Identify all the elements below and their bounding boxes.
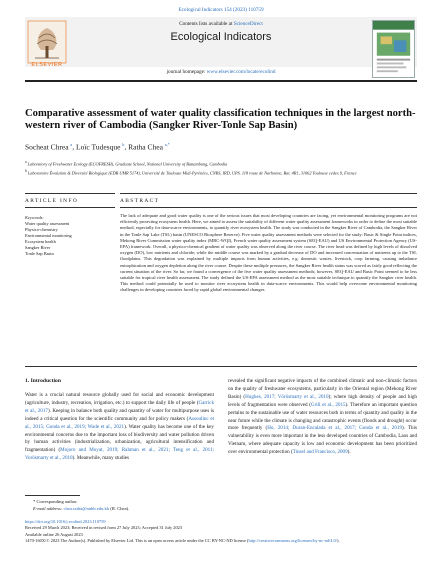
- homepage-line: [100, 69, 342, 75]
- sciencedirect-link[interactable]: ScienceDirect: [233, 21, 263, 27]
- footnote-rule: [25, 495, 80, 496]
- citation-link[interactable]: Mojoro and Moyat, 2019; Rahman et al., 2021; Teng et al., 2011; Vorösmarty et al., 2010: [25, 447, 214, 462]
- email-suffix: (R. Chea).: [109, 505, 130, 511]
- affiliation-item: [25, 159, 417, 168]
- introduction-column-left: [25, 392, 214, 463]
- keyword-item: Environmental monitoring: [25, 233, 72, 238]
- publisher-logo-text: ELSEVIER: [31, 62, 63, 68]
- footnote-label: Corresponding author.: [36, 499, 78, 504]
- paragraph-text: ); where high density of people and high levels of fragmentation were observed (: [228, 393, 417, 408]
- doi-link[interactable]: https://doi.org/10.1016/j.ecolind.2023.110759: [25, 519, 106, 524]
- author-list: Socheat Chrea $^a$, Loïc Tudesque $^b$, Ratha Chea $^{a,*}$: [25, 142, 170, 152]
- contents-prefix: Contents lists available at: [179, 21, 234, 27]
- abstract-rule-bottom: [25, 366, 417, 367]
- article-info-rule-top: [25, 193, 115, 194]
- paragraph-text: Water is a crucial natural resource globally used for social and economic development (agriculture, industry, recreation, irrigation, etc.) to support the daily life of people (: [25, 392, 214, 406]
- affiliation-item: [25, 168, 417, 177]
- homepage-prefix: journal homepage:: [166, 69, 207, 75]
- keyword-item: Sangker River: [25, 245, 51, 250]
- abstract-label: ABSTRACT: [120, 198, 160, 204]
- footnote-marker: *: [33, 499, 36, 504]
- keywords-heading: Keywords:: [25, 215, 44, 220]
- keyword-item: Water quality assessment: [25, 221, 70, 226]
- journal-reference[interactable]: Ecological Indicators 154 (2023) 110759: [178, 7, 264, 13]
- online-date: Available online 26 August 2023: [25, 531, 83, 537]
- license-text: 1470-160X/© 2023 The Author(s). Published by Elsevier Ltd. This is an open access article under the CC BY-NC-ND license (: [25, 537, 249, 543]
- author-affiliation-marker[interactable]: a,*: [164, 142, 170, 147]
- citation-link[interactable]: Ho, 2014; Duran-Encalada et al., 2017; Gunda et al., 2019: [267, 425, 402, 432]
- article-history: Received 29 March 2023; Received in revised form 27 July 2023; Accepted 31 July 2023: [25, 525, 183, 531]
- paragraph-text: ). This vulnerability is even more important in the less developed countries of Cambodia, Laos and Vietnam, where adequate capacity is low and economic development has been prioritized over environmental protection (: [228, 425, 417, 456]
- abstract-rule: [120, 207, 417, 208]
- paragraph-text: ). Meanwhile, many studies: [72, 455, 130, 462]
- elsevier-tree-logo: [27, 20, 67, 64]
- author-affiliation-marker[interactable]: a: [70, 142, 73, 147]
- email-label: E-mail address:: [33, 505, 63, 511]
- article-info-label: ARTICLE INFO: [25, 198, 79, 204]
- keyword-item: Tonle Sap Basin: [25, 251, 54, 256]
- citation-link[interactable]: Grill et al., 2015: [310, 401, 346, 408]
- author-affiliation-marker[interactable]: b: [122, 142, 125, 147]
- affiliation-marker: b: [25, 168, 27, 173]
- license-link[interactable]: http://creativecommons.org/licenses/by-nc-nd/4.0/: [248, 537, 337, 543]
- keywords-block: [25, 215, 115, 257]
- affiliations: [25, 159, 417, 176]
- citation-link[interactable]: Hughes, 2017; Vörösmarty et al., 2010: [245, 393, 329, 400]
- contents-line: [100, 21, 342, 27]
- author-name[interactable]: Loïc Tudesque: [76, 142, 121, 152]
- article-info-rule: [25, 207, 115, 208]
- abstract-text: The lack of adequate and good water quality is one of the serious issues that most developing countries are facing, yet environmental monitoring programs are not efficiently protecting ecosystem health. Here, we aimed to assess the suitability of different water quality assessment frameworks in order to define the most suitable method, especially for data-scarce environments, to quantify river ecosystem health. The study was conducted in the Sangker River of Cambodia, the Sangker River in the Tonle Sap Lake (TSL) basin (UNESCO Biosphere Reserve). Five water quality assessment methods were selected for the study: Basic & Single Point indices, Mekong River Commission water quality index (MRC-WQI), French water quality assessment system (SEQ-EAU) and US Environmental Protection Agency (US-EPA) framework. Overall, a physico-chemical gradient of water quality was observed along the river course. The river head was defined by high levels of dissolved oxygen (DO), low nutrients and chloride; while the middle course was marked by a gradual decrease of DO and increased concentration of nutrients up to the TSL floodplains. This degradation was explained by multiple impacts from human activities, e.g. domestic wastes, livestock, crop farming, causing imbalance eutrophication and oxygen depletion along the river course. Despite these multiple pressures, the Sangker River health status was scored as fairly good reflecting the current situation of the river. So far, we found a convergence of the five water quality assessment methods; however, SEQ-EAU and Basic Point seemed to be less suitable for tropical river health assessment. The study defined the US-EPA assessment method as the most suitable technique to quantify the Sangker river health. This method could potentially be used to monitor river ecosystem health in data-scarce environments. This would help overcome environmental monitoring challenges in developing countries faced by rapid global environmental changes.: [120, 213, 417, 293]
- masthead-rule: [25, 80, 417, 82]
- paragraph-text: ). Therefore an important question pertains to the sustainable use of water resources both in terms of quantity and quality in the near future while the climate is changing and catastrophic events (floods and drought) occur more frequently (: [228, 401, 417, 432]
- article-footer: [25, 519, 417, 544]
- introduction-heading: 1. Introduction: [25, 378, 61, 384]
- paragraph-text: ). Keeping in balance both quality and quantity of water for multipurpose uses is indeed a critical question for the scientific community and for policy makers (: [25, 407, 214, 422]
- license-suffix: ).: [336, 537, 340, 543]
- affiliation-text: Laboratoire Évolution & Diversité Biologique (EDB UMR 5174), Université de Toulouse Midi-Pyrénées, CNRS, IRD, UPS. 118 route de Narbonne, Bat. 4R1, 31062 Toulouse cedex 9, France: [27, 170, 357, 176]
- keyword-item: Physico-chemistry: [25, 227, 58, 232]
- journal-homepage-link[interactable]: www.elsevier.com/locate/ecolind: [206, 69, 276, 75]
- journal-title: Ecological Indicators: [170, 31, 272, 43]
- journal-cover-thumbnail[interactable]: [372, 20, 415, 78]
- author-name[interactable]: Ratha Chea: [128, 142, 163, 152]
- paragraph-text: ). Water quality has become one of the key environmental concerns due to the important loss of biodiversity and water pollution driven by human activities (industrialization, urbanization, agricultural intensification and fragmentation) (: [25, 423, 214, 454]
- author-name[interactable]: Socheat Chrea: [25, 142, 69, 152]
- keyword-item: Ecosystem health: [25, 239, 56, 244]
- citation-link[interactable]: Garrick et al., 2017: [25, 399, 214, 414]
- corresponding-author-footnote: [33, 499, 213, 513]
- affiliation-text: Laboratory of Freshwater Ecology (ECOFRESH), Graduate School, National University of Battambang, Cambodia: [27, 161, 228, 167]
- paragraph-text: ).: [347, 449, 351, 456]
- citation-link[interactable]: Assoulinc et al., 2015; Gunda et al., 2019; Wade et al., 2021: [25, 415, 214, 430]
- author-email-link[interactable]: chea.ratha@nubb.edu.kh: [63, 505, 110, 511]
- article-title: Comparative assessment of water quality classification techniques in the largest north-western river of Cambodia (Sangker River-Tonle Sap Basin): [25, 108, 416, 132]
- introduction-column-right: [228, 378, 417, 457]
- citation-link[interactable]: Tinsel and Francisco, 2009: [292, 449, 348, 456]
- abstract-rule-top: [120, 193, 417, 194]
- paragraph-text: revealed the significant negative impacts of the combined climatic and non-climatic factors on the quality of freshwater ecosystems, particularly in the Oriental region (Mekong River Basin) (: [228, 378, 417, 400]
- affiliation-marker: a: [25, 160, 27, 164]
